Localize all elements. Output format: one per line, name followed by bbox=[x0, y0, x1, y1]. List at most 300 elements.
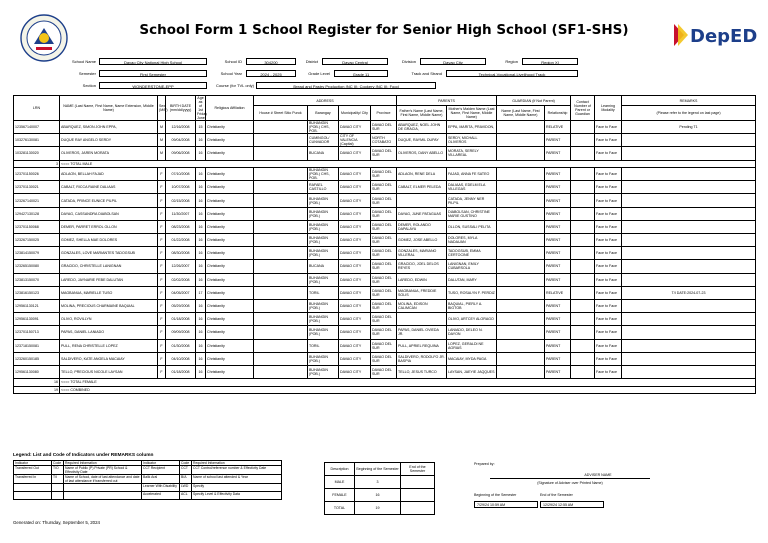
municipality-cell: CITY OF VALENCIA (Capital) bbox=[339, 134, 371, 147]
father-name-cell: LAREDO, EDWIN bbox=[397, 273, 447, 286]
municipality-cell: DAVAO CITY bbox=[339, 147, 371, 160]
track-strand-label: Track and Strand bbox=[411, 71, 442, 76]
barangay-cell: BUHANGIN (POB.) CHS, POB. bbox=[308, 168, 339, 181]
svg-text:DepED: DepED bbox=[690, 26, 758, 47]
legend-code: B/A bbox=[180, 475, 192, 484]
remarks-cell bbox=[622, 273, 756, 286]
legend-row bbox=[14, 475, 282, 484]
sex-cell: F bbox=[158, 365, 166, 378]
contact-cell bbox=[571, 273, 595, 286]
adviser-name: ADVISER NAME bbox=[584, 473, 612, 477]
sex-cell: F bbox=[158, 194, 166, 207]
deped-logo bbox=[672, 20, 758, 50]
barangay-cell: RAFAEL CASTILLO bbox=[308, 181, 339, 194]
lrn-cell: 123260150185 bbox=[14, 352, 60, 365]
province-cell: DAVAO DEL SUR bbox=[371, 313, 397, 326]
semester-value: First Semester bbox=[99, 70, 207, 77]
father-name-cell: OLIVEROS, DANY ABELLO bbox=[397, 147, 447, 160]
district-value: Davao Central bbox=[322, 58, 388, 65]
birth-date-cell: 12/16/2008 bbox=[166, 121, 196, 134]
legend-indicator: Balik Aral bbox=[142, 475, 180, 484]
guardian-name-cell bbox=[497, 326, 545, 339]
col-sex: Sex (M/F) bbox=[158, 96, 166, 121]
legend-info: Name of School, date of last attendance and date of last attendance if transferred out bbox=[64, 475, 142, 484]
province-cell: DAVAO DEL SUR bbox=[371, 339, 397, 352]
municipality-cell: DAVAO CITY bbox=[339, 168, 371, 181]
school-id-value: 304200 bbox=[246, 58, 296, 65]
lrn-cell: 123701130021 bbox=[14, 181, 60, 194]
house-cell bbox=[254, 352, 308, 365]
birth-date-cell: 04/10/2008 bbox=[166, 352, 196, 365]
name-cell: MAGBANUA, MARIELLE TUSO bbox=[60, 286, 158, 299]
house-cell bbox=[254, 247, 308, 260]
learning-modality-cell: Face to Face bbox=[595, 194, 622, 207]
legend-code: CCT bbox=[180, 466, 192, 475]
barangay-cell: BUHANGIN (POB.) bbox=[308, 234, 339, 247]
municipality-cell: DAVAO CITY bbox=[339, 339, 371, 352]
municipality-cell: DAVAO CITY bbox=[339, 181, 371, 194]
age-cell: 16 bbox=[196, 207, 206, 220]
birth-date-cell: 09/09/2008 bbox=[166, 326, 196, 339]
legend-code: LWD bbox=[180, 484, 192, 492]
counts-label: FEMALE bbox=[325, 489, 355, 502]
begin-semester-date: 7/29/24 10:59 AM bbox=[474, 501, 538, 508]
table-row bbox=[14, 260, 756, 273]
adviser-signature-line bbox=[490, 478, 650, 479]
table-row bbox=[14, 207, 756, 220]
name-cell: SALDIVERO, KATE ANGELA MACAIAY bbox=[60, 352, 158, 365]
legend-code bbox=[52, 492, 64, 500]
house-cell bbox=[254, 326, 308, 339]
mother-name-cell: DIABOLSAN, CHRISTINE MARIE GUSTINO bbox=[447, 207, 497, 220]
table-row bbox=[14, 234, 756, 247]
barangay-cell: BUHANGIN (POB.) bbox=[308, 273, 339, 286]
age-cell: 16 bbox=[196, 313, 206, 326]
section-value: WONDERSTONE-EPP bbox=[99, 82, 207, 89]
province-cell: NORTH COTABATO bbox=[371, 134, 397, 147]
relationship-cell: PARENT bbox=[545, 194, 571, 207]
mother-name-cell: DALUTAN, MARY bbox=[447, 273, 497, 286]
name-cell: GRACIDO, CHRISTELLE LANIGNAN bbox=[60, 260, 158, 273]
age-cell: 16 bbox=[196, 181, 206, 194]
contact-cell bbox=[571, 147, 595, 160]
relationship-cell: PARENT bbox=[545, 147, 571, 160]
birth-date-cell: 09/04/2008 bbox=[166, 134, 196, 147]
contact-cell bbox=[571, 326, 595, 339]
remarks-cell bbox=[622, 181, 756, 194]
father-name-cell: PAPAS, DANIEL OVIEDA JR. bbox=[397, 326, 447, 339]
contact-cell bbox=[571, 247, 595, 260]
mother-name-cell: CATADA, JENNY NER PILPIL bbox=[447, 194, 497, 207]
learning-modality-cell: Face to Face bbox=[595, 207, 622, 220]
age-cell: 16 bbox=[196, 260, 206, 273]
track-strand-value: Technical-Vocational-Livelihood Track bbox=[446, 70, 578, 77]
religion-cell: Christianity bbox=[206, 352, 254, 365]
lrn-cell: 123267140021 bbox=[14, 194, 60, 207]
age-cell: 16 bbox=[196, 299, 206, 312]
table-row bbox=[14, 121, 756, 134]
religion-cell: Christianity bbox=[206, 207, 254, 220]
counts-label: TOTAL bbox=[325, 502, 355, 515]
relationship-cell: PARENT bbox=[545, 247, 571, 260]
father-name-cell bbox=[397, 194, 447, 207]
sex-cell: F bbox=[158, 207, 166, 220]
relationship-cell: PARENT bbox=[545, 207, 571, 220]
age-cell: 16 bbox=[196, 134, 206, 147]
legend-info: Specify bbox=[192, 484, 282, 492]
table-row bbox=[14, 181, 756, 194]
division-label: Division bbox=[401, 59, 416, 64]
relationship-cell: PARENT bbox=[545, 273, 571, 286]
province-cell: DAVAO DEL SUR bbox=[371, 220, 397, 233]
total-count: 3 bbox=[14, 160, 60, 168]
name-cell: GONZALES, LOVE MARIANTES TADOGSUB bbox=[60, 247, 158, 260]
house-cell bbox=[254, 339, 308, 352]
name-cell: ADLAON, BELLAH FAJAD bbox=[60, 168, 158, 181]
guardian-name-cell bbox=[497, 260, 545, 273]
contact-cell bbox=[571, 260, 595, 273]
header-row-2 bbox=[0, 70, 768, 78]
legend-code: ACL bbox=[180, 492, 192, 500]
legend-info: Name of Public (P) Private (PR) School & Effectivity Date bbox=[64, 466, 142, 475]
province-cell: DAVAO DEL SUR bbox=[371, 147, 397, 160]
col-municipality: Municipality/ City bbox=[339, 106, 371, 121]
lrn-cell: 123816150123 bbox=[14, 286, 60, 299]
guardian-name-cell bbox=[497, 194, 545, 207]
name-cell: ABARQUEZ, SIMON JOHN EPPA, bbox=[60, 121, 158, 134]
house-cell bbox=[254, 286, 308, 299]
mother-name-cell: LOPEZ, GERALDI NE AGRIAS bbox=[447, 339, 497, 352]
table-row bbox=[14, 286, 756, 299]
remarks-cell bbox=[622, 134, 756, 147]
school-name-label: School Name bbox=[71, 59, 96, 64]
house-cell bbox=[254, 207, 308, 220]
counts-begin: 16 bbox=[355, 489, 401, 502]
age-cell: 16 bbox=[196, 273, 206, 286]
name-cell: DAYAG, CASSANDRA DIABOLSAN bbox=[60, 207, 158, 220]
sex-cell: F bbox=[158, 247, 166, 260]
end-semester-label: End of the Semester bbox=[540, 493, 573, 497]
religion-cell: Christianity bbox=[206, 326, 254, 339]
learning-modality-cell: Face to Face bbox=[595, 181, 622, 194]
learning-modality-cell: Face to Face bbox=[595, 220, 622, 233]
birth-date-cell: 02/02/2008 bbox=[166, 273, 196, 286]
contact-cell bbox=[571, 313, 595, 326]
birth-date-cell: 01/22/2008 bbox=[166, 234, 196, 247]
adviser-caption: (Signature of Adviser over Printed Name) bbox=[537, 481, 603, 485]
name-cell: TELLO, PRECIOUS NICOLE LAYSAN bbox=[60, 365, 158, 378]
mother-name-cell: BAQUIAL, PIERLY A. BIGTOB bbox=[447, 299, 497, 312]
table-row bbox=[14, 168, 756, 181]
father-name-cell bbox=[397, 313, 447, 326]
remarks-cell bbox=[622, 194, 756, 207]
col-contact: Contact Number of Parent or Guardian bbox=[571, 96, 595, 121]
mother-name-cell: LANIGNAN, EMILY CUBARSOLA bbox=[447, 260, 497, 273]
grade-level-value: Grade 11 bbox=[334, 70, 388, 77]
learning-modality-cell: Face to Face bbox=[595, 134, 622, 147]
district-label: District bbox=[305, 59, 318, 64]
learning-modality-cell: Face to Face bbox=[595, 299, 622, 312]
guardian-name-cell bbox=[497, 147, 545, 160]
legend-indicator: Transferred Out bbox=[14, 466, 52, 475]
guardian-name-cell bbox=[497, 168, 545, 181]
legend-indicator: CCT Recipient bbox=[142, 466, 180, 475]
col-remarks-sub: (Please refer to the legend on last page) bbox=[622, 106, 756, 121]
semester-label: Semester bbox=[78, 71, 96, 76]
remarks-cell bbox=[622, 365, 756, 378]
mother-name-cell: FAJAD, ANNA FE SATEO bbox=[447, 168, 497, 181]
house-cell bbox=[254, 365, 308, 378]
mother-name-cell: OLIVO, ARTCEY ALORAGO bbox=[447, 313, 497, 326]
municipality-cell: DAVAO CITY bbox=[339, 207, 371, 220]
lrn-cell: 123265150080 bbox=[14, 260, 60, 273]
col-learning: Learning Modality bbox=[595, 96, 622, 121]
relationship-cell: RELATIVE bbox=[545, 121, 571, 134]
relationship-cell: PARENT bbox=[545, 168, 571, 181]
region-value: Region XI bbox=[522, 58, 578, 65]
birth-date-cell: 05/29/2008 bbox=[166, 299, 196, 312]
age-cell: 16 bbox=[196, 194, 206, 207]
province-cell: DAVAO DEL SUR bbox=[371, 365, 397, 378]
name-cell: OLIVEROS, JAREN MORATA bbox=[60, 147, 158, 160]
legend-indicator bbox=[14, 484, 52, 492]
name-cell: GOMEZ, SHELLA MAE DOLORES bbox=[60, 234, 158, 247]
sex-cell: F bbox=[158, 181, 166, 194]
religion-cell: Christianity bbox=[206, 260, 254, 273]
religion-cell: Christianity bbox=[206, 286, 254, 299]
contact-cell bbox=[571, 234, 595, 247]
remarks-cell bbox=[622, 326, 756, 339]
contact-cell bbox=[571, 299, 595, 312]
remarks-cell bbox=[622, 299, 756, 312]
age-cell: 16 bbox=[196, 168, 206, 181]
birth-date-cell: 02/15/2008 bbox=[166, 194, 196, 207]
guardian-name-cell bbox=[497, 286, 545, 299]
municipality-cell: DAVAO CITY bbox=[339, 194, 371, 207]
municipality-cell: DAVAO CITY bbox=[339, 260, 371, 273]
father-name-cell: DEMER, ROLANDO DAPALAYA bbox=[397, 220, 447, 233]
remarks-cell bbox=[622, 168, 756, 181]
house-cell bbox=[254, 121, 308, 134]
register-table bbox=[13, 95, 756, 394]
sex-cell: F bbox=[158, 286, 166, 299]
religion-cell: Christianity bbox=[206, 313, 254, 326]
sex-cell: F bbox=[158, 313, 166, 326]
section-label: Section bbox=[82, 83, 96, 88]
province-cell: DAVAO DEL SUR bbox=[371, 273, 397, 286]
barangay-cell: BUHANGIN (POB.) bbox=[308, 313, 339, 326]
counts-label: MALE bbox=[325, 476, 355, 489]
learning-modality-cell: Face to Face bbox=[595, 352, 622, 365]
father-name-cell: MAGBANUA, FREDDIE SOLIS bbox=[397, 286, 447, 299]
learning-modality-cell: Face to Face bbox=[595, 313, 622, 326]
relationship-cell: PARENT bbox=[545, 181, 571, 194]
province-cell: DAVAO DEL SUR bbox=[371, 286, 397, 299]
guardian-name-cell bbox=[497, 247, 545, 260]
total-label: <=== COMBINED bbox=[60, 386, 756, 394]
table-row bbox=[14, 339, 756, 352]
col-house: House # Street Sitio Purok bbox=[254, 106, 308, 121]
house-cell bbox=[254, 168, 308, 181]
counts-header-cell: Description bbox=[325, 463, 355, 476]
enrolment-counts-table bbox=[324, 462, 435, 515]
name-cell: CABALT, RICCA RAINE DALIAAS bbox=[60, 181, 158, 194]
age-cell: 17 bbox=[196, 286, 206, 299]
school-id-label: School ID bbox=[224, 59, 242, 64]
guardian-name-cell bbox=[497, 313, 545, 326]
legend-row bbox=[14, 492, 282, 500]
birth-date-cell: 08/23/2008 bbox=[166, 220, 196, 233]
father-name-cell: DAYAG, JUNE PATAGUAS bbox=[397, 207, 447, 220]
province-cell: DAVAO DEL SUR bbox=[371, 207, 397, 220]
municipality-cell: DAVAO CITY bbox=[339, 313, 371, 326]
house-cell bbox=[254, 220, 308, 233]
guardian-name-cell bbox=[497, 365, 545, 378]
table-row bbox=[14, 194, 756, 207]
mother-name-cell: EPPA, MARITA, PRAVIDON, bbox=[447, 121, 497, 134]
relationship-cell: PARENT bbox=[545, 339, 571, 352]
relationship-cell: PARENT bbox=[545, 299, 571, 312]
table-row bbox=[14, 247, 756, 260]
division-value: Davao City bbox=[420, 58, 486, 65]
house-cell bbox=[254, 299, 308, 312]
age-cell: 16 bbox=[196, 365, 206, 378]
remarks-cell bbox=[622, 352, 756, 365]
col-father: Father's Name (Last Name, First Name, Middle Name) bbox=[397, 106, 447, 121]
lrn-cell: 123718150081 bbox=[14, 339, 60, 352]
guardian-name-cell bbox=[497, 352, 545, 365]
prepared-by-label: Prepared by: bbox=[474, 462, 495, 466]
age-cell: 16 bbox=[196, 247, 206, 260]
total-label: <=== TOTAL MALE bbox=[60, 160, 756, 168]
contact-cell bbox=[571, 194, 595, 207]
barangay-cell: BUHANGIN (POB.) bbox=[308, 326, 339, 339]
lrn-cell: 123701150026 bbox=[14, 168, 60, 181]
col-age: Age as of 1st Friday June bbox=[197, 96, 207, 120]
barangay-cell: BUHANGIN (POB.) bbox=[308, 194, 339, 207]
counts-row bbox=[325, 489, 435, 502]
relationship-cell: PARENT bbox=[545, 352, 571, 365]
province-cell: DAVAO DEL SUR bbox=[371, 181, 397, 194]
lrn-cell: 129561130121 bbox=[14, 299, 60, 312]
age-cell: 16 bbox=[196, 234, 206, 247]
guardian-name-cell bbox=[497, 207, 545, 220]
mother-name-cell: OLLON, SUSSALI PELITA bbox=[447, 220, 497, 233]
sex-cell: F bbox=[158, 234, 166, 247]
total-count: 19 bbox=[14, 386, 60, 394]
legend-row bbox=[14, 466, 282, 475]
lrn-cell: 129561130080 bbox=[14, 365, 60, 378]
lrn-cell: 123267150025 bbox=[14, 234, 60, 247]
learning-modality-cell: Face to Face bbox=[595, 326, 622, 339]
mother-name-cell: DOLORES, MYLA NADAUAN bbox=[447, 234, 497, 247]
learning-modality-cell: Face to Face bbox=[595, 121, 622, 134]
col-lrn: LRN bbox=[14, 96, 60, 121]
counts-header-row bbox=[325, 463, 435, 476]
relationship-cell: PARENT bbox=[545, 220, 571, 233]
contact-cell bbox=[571, 339, 595, 352]
register-body bbox=[14, 121, 756, 394]
contact-cell bbox=[571, 168, 595, 181]
remarks-cell bbox=[622, 220, 756, 233]
religion-cell: Christianity bbox=[206, 273, 254, 286]
guardian-name-cell bbox=[497, 134, 545, 147]
learning-modality-cell: Face to Face bbox=[595, 234, 622, 247]
province-cell: DAVAO DEL SUR bbox=[371, 168, 397, 181]
house-cell bbox=[254, 234, 308, 247]
birth-date-cell: 01/18/2008 bbox=[166, 313, 196, 326]
province-cell: DAVAO DEL SUR bbox=[371, 121, 397, 134]
province-cell: DAVAO DEL SUR bbox=[371, 194, 397, 207]
remarks-cell bbox=[622, 207, 756, 220]
learning-modality-cell: Face to Face bbox=[595, 147, 622, 160]
lrn-cell: 129427130128 bbox=[14, 207, 60, 220]
barangay-cell: BUHANGIN (POB.) bbox=[308, 207, 339, 220]
name-cell: PAPAS, DANIEL LANIADO bbox=[60, 326, 158, 339]
table-row bbox=[14, 299, 756, 312]
counts-end bbox=[401, 489, 435, 502]
religion-cell: Christianity bbox=[206, 339, 254, 352]
province-cell: DAVAO DEL SUR bbox=[371, 234, 397, 247]
total-male-row bbox=[14, 160, 756, 168]
house-cell bbox=[254, 313, 308, 326]
legend-header-cell: Required Information bbox=[192, 461, 282, 466]
relationship-cell: RELATIVE bbox=[545, 286, 571, 299]
lrn-cell: 103281130020 bbox=[14, 147, 60, 160]
col-guardian: GUARDIAN (If Not Parent) bbox=[497, 96, 571, 106]
table-row bbox=[14, 134, 756, 147]
name-cell: CATADA, PRINCE EUNICE PILPIL bbox=[60, 194, 158, 207]
father-name-cell: GRACIDO, JOEL DELOS REYES bbox=[397, 260, 447, 273]
house-cell bbox=[254, 134, 308, 147]
sex-cell: M bbox=[158, 147, 166, 160]
legend-indicator bbox=[14, 492, 52, 500]
age-cell: 16 bbox=[196, 147, 206, 160]
col-relationship: Relationship bbox=[545, 106, 571, 121]
father-name-cell: ADLAON, RENE DELA bbox=[397, 168, 447, 181]
sex-cell: F bbox=[158, 168, 166, 181]
religion-cell: Christianity bbox=[206, 365, 254, 378]
legend-info bbox=[64, 492, 142, 500]
table-row bbox=[14, 326, 756, 339]
birth-date-cell: 10/07/2008 bbox=[166, 181, 196, 194]
name-cell: OLIVO, ROVILLYN bbox=[60, 313, 158, 326]
father-name-cell: TELLO, JESUS TURCO bbox=[397, 365, 447, 378]
father-name-cell: GONZALES, MARIANO VILLERAL bbox=[397, 247, 447, 260]
col-remarks: REMARKS bbox=[622, 96, 756, 106]
sex-cell: M bbox=[158, 134, 166, 147]
remarks-cell bbox=[622, 339, 756, 352]
learning-modality-cell: Face to Face bbox=[595, 339, 622, 352]
province-cell: DAVAO DEL SUR bbox=[371, 247, 397, 260]
barangay-cell: TORIL bbox=[308, 339, 339, 352]
mother-name-cell: MACAIAY, MYDA PAGA bbox=[447, 352, 497, 365]
total-count: 16 bbox=[14, 379, 60, 387]
legend-table bbox=[13, 460, 282, 500]
guardian-name-cell bbox=[497, 299, 545, 312]
legend-header-cell: Indicator bbox=[14, 461, 52, 466]
remarks-cell: T/I DATE:2024-07-23 bbox=[622, 286, 756, 299]
remarks-cell bbox=[622, 147, 756, 160]
father-name-cell: CABALT, ELMER PELEDA bbox=[397, 181, 447, 194]
mother-name-cell: LAYSAN, JAEYIE JAQQUES bbox=[447, 365, 497, 378]
municipality-cell: DAVAO CITY bbox=[339, 273, 371, 286]
age-cell: 16 bbox=[196, 352, 206, 365]
religion-cell: Christianity bbox=[206, 247, 254, 260]
lrn-cell: 123567140007 bbox=[14, 121, 60, 134]
table-row bbox=[14, 352, 756, 365]
mother-name-cell: TUSO, ROSALYN F. PERDIZ bbox=[447, 286, 497, 299]
